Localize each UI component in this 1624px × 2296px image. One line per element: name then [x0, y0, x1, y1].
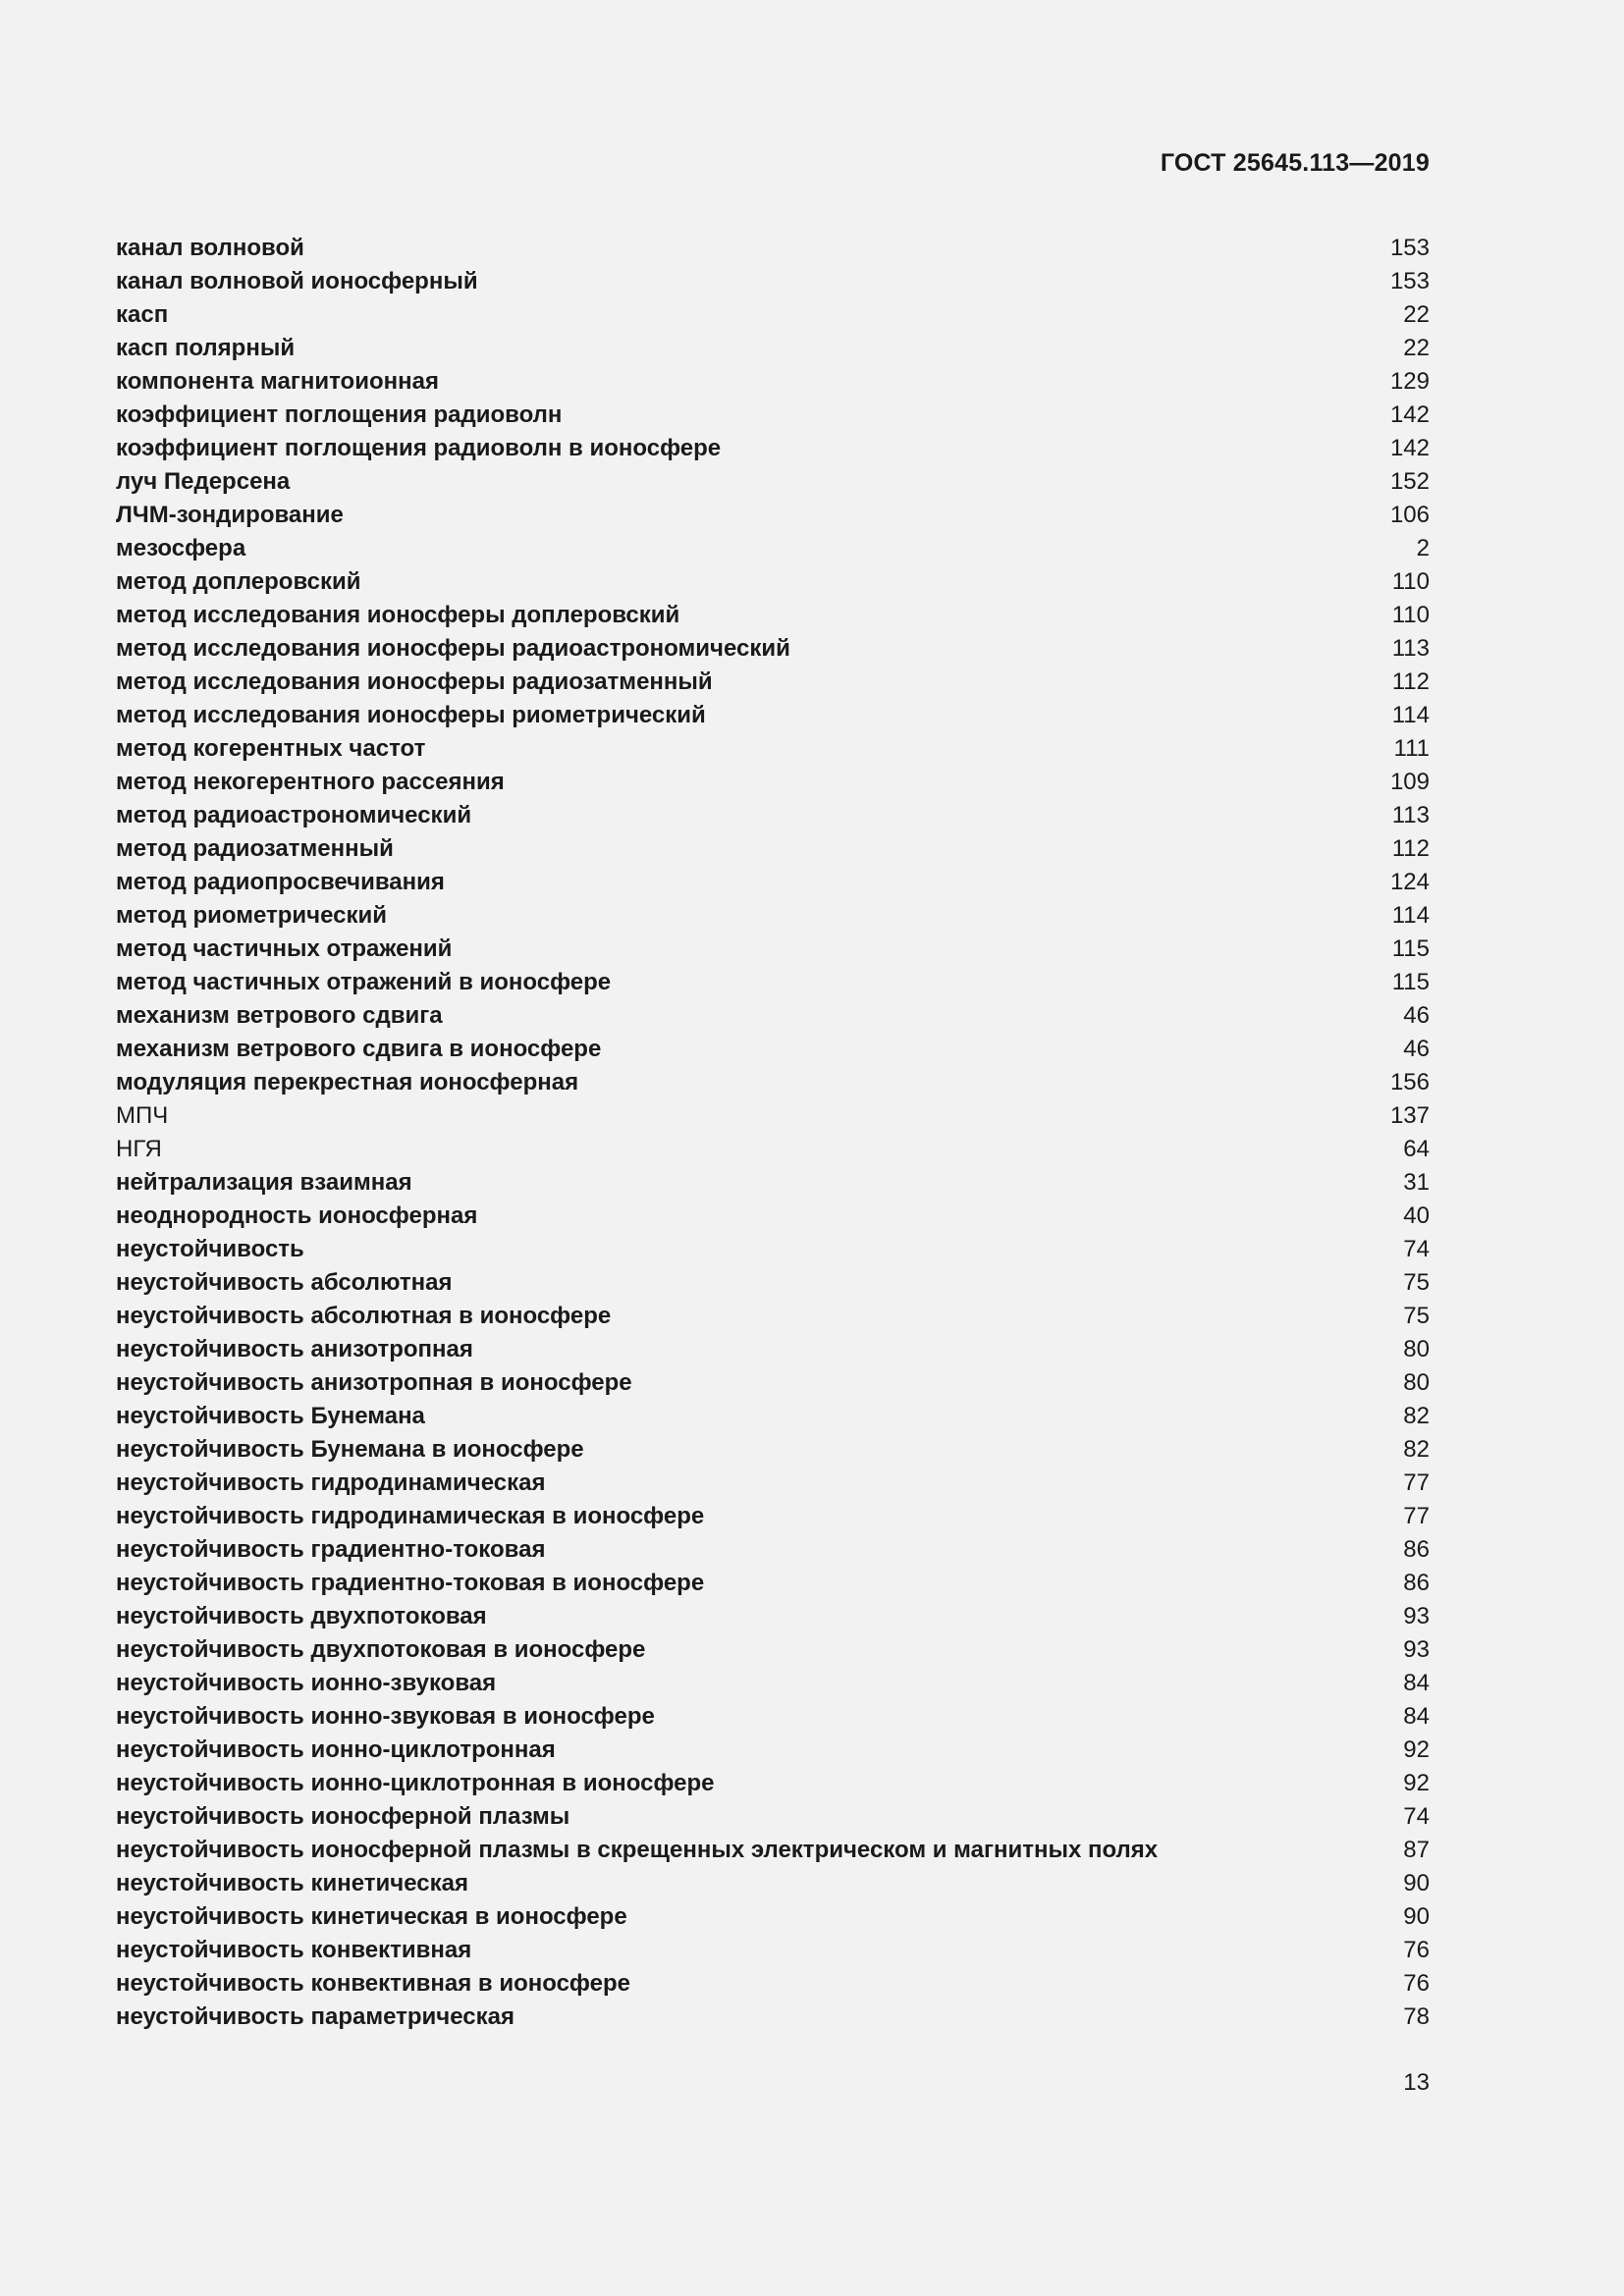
index-page-ref: 92	[1403, 1770, 1430, 1796]
index-term: метод радиоастрономический	[116, 802, 472, 828]
index-page-ref: 22	[1403, 301, 1430, 328]
index-term: неустойчивость ионно-звуковая в ионосфере	[116, 1703, 655, 1730]
index-entry	[116, 732, 1430, 766]
index-entry	[116, 1967, 1430, 2001]
document-header: ГОСТ 25645.113—2019	[1160, 149, 1430, 177]
index-entry	[116, 799, 1430, 832]
index-entry	[116, 265, 1430, 298]
index-entry	[116, 298, 1430, 332]
index-entry	[116, 1934, 1430, 1967]
index-term: МПЧ	[116, 1102, 169, 1129]
index-entry	[116, 1500, 1430, 1533]
index-entry	[116, 933, 1430, 966]
index-term: неустойчивость гидродинамическая в ионосфере	[116, 1503, 705, 1529]
index-entry	[116, 432, 1430, 465]
index-entry	[116, 232, 1430, 265]
index-page-ref: 82	[1403, 1436, 1430, 1463]
index-entry	[116, 1233, 1430, 1266]
index-page-ref: 129	[1389, 368, 1430, 395]
index-page-ref: 93	[1403, 1603, 1430, 1629]
index-page-ref: 77	[1403, 1469, 1430, 1496]
index-entry	[116, 1900, 1430, 1934]
index-entry	[116, 465, 1430, 499]
index-page-ref: 153	[1389, 268, 1430, 294]
index-entry	[116, 599, 1430, 632]
index-page-ref: 22	[1403, 335, 1430, 361]
index-page-ref: 84	[1403, 1703, 1430, 1730]
index-page-ref: 64	[1403, 1136, 1430, 1162]
index-page-ref: 84	[1403, 1670, 1430, 1696]
index-entry	[116, 1099, 1430, 1133]
index-page-ref: 110	[1391, 568, 1430, 595]
index-term: метод риометрический	[116, 902, 388, 929]
index-page-ref: 114	[1391, 902, 1430, 929]
index-entry	[116, 632, 1430, 666]
index-term: неустойчивость градиентно-токовая в ионосфере	[116, 1570, 705, 1596]
index-entry	[116, 666, 1430, 699]
subject-index-list	[116, 232, 1430, 2034]
index-page-ref: 113	[1391, 635, 1430, 662]
index-entry	[116, 1734, 1430, 1767]
index-page-ref: 86	[1403, 1570, 1430, 1596]
index-term: неустойчивость анизотропная	[116, 1336, 473, 1362]
index-entry	[116, 1667, 1430, 1700]
index-term: неустойчивость Бунемана	[116, 1403, 425, 1429]
index-term: метод исследования ионосферы доплеровский	[116, 602, 680, 628]
index-page-ref: 74	[1403, 1803, 1430, 1830]
index-entry	[116, 332, 1430, 365]
index-entry	[116, 1333, 1430, 1366]
index-page-ref: 156	[1389, 1069, 1430, 1095]
index-entry	[116, 866, 1430, 899]
index-entry	[116, 1700, 1430, 1734]
index-page-ref: 86	[1403, 1536, 1430, 1563]
index-page-ref: 109	[1389, 769, 1430, 795]
index-term: метод радиопросвечивания	[116, 869, 445, 895]
index-term: механизм ветрового сдвига в ионосфере	[116, 1036, 602, 1062]
index-term: коэффициент поглощения радиоволн	[116, 401, 563, 428]
index-page-ref: 142	[1389, 401, 1430, 428]
index-page-ref: 152	[1389, 468, 1430, 495]
index-page-ref: 90	[1403, 1870, 1430, 1896]
index-entry	[116, 1366, 1430, 1400]
index-page-ref: 124	[1389, 869, 1430, 895]
index-page-ref: 137	[1389, 1102, 1430, 1129]
index-term: неустойчивость анизотропная в ионосфере	[116, 1369, 632, 1396]
index-term: метод радиозатменный	[116, 835, 394, 862]
index-term: касп полярный	[116, 335, 296, 361]
index-entry	[116, 1533, 1430, 1567]
index-page-ref: 77	[1403, 1503, 1430, 1529]
index-entry	[116, 1033, 1430, 1066]
index-term: неоднородность ионосферная	[116, 1202, 478, 1229]
index-term: неустойчивость параметрическая	[116, 2003, 514, 2030]
index-term: неустойчивость кинетическая	[116, 1870, 468, 1896]
index-entry	[116, 1834, 1430, 1867]
index-page-ref: 110	[1391, 602, 1430, 628]
index-term: метод исследования ионосферы радиозатменный	[116, 668, 713, 695]
index-page-ref: 113	[1391, 802, 1430, 828]
index-term: неустойчивость конвективная в ионосфере	[116, 1970, 630, 1997]
index-entry	[116, 1567, 1430, 1600]
index-term: неустойчивость конвективная	[116, 1937, 472, 1963]
index-page-ref: 75	[1403, 1269, 1430, 1296]
index-term: нейтрализация взаимная	[116, 1169, 412, 1196]
index-page-ref: 115	[1391, 935, 1430, 962]
index-entry	[116, 1300, 1430, 1333]
index-term: метод исследования ионосферы радиоастрономический	[116, 635, 790, 662]
index-page-ref: 82	[1403, 1403, 1430, 1429]
index-page-ref: 80	[1403, 1336, 1430, 1362]
index-page-ref: 106	[1389, 502, 1430, 528]
index-entry	[116, 1200, 1430, 1233]
index-term: неустойчивость двухпотоковая в ионосфере	[116, 1636, 646, 1663]
index-term: луч Педерсена	[116, 468, 291, 495]
index-page-ref: 111	[1393, 735, 1430, 762]
page-number: 13	[1403, 2069, 1430, 2096]
index-entry	[116, 699, 1430, 732]
index-page-ref: 92	[1403, 1736, 1430, 1763]
index-term: неустойчивость двухпотоковая	[116, 1603, 487, 1629]
index-term: метод исследования ионосферы риометрический	[116, 702, 706, 728]
index-term: неустойчивость градиентно-токовая	[116, 1536, 546, 1563]
index-term: неустойчивость ионно-звуковая	[116, 1670, 497, 1696]
index-entry	[116, 499, 1430, 532]
index-entry	[116, 1467, 1430, 1500]
index-entry	[116, 1400, 1430, 1433]
index-entry	[116, 766, 1430, 799]
index-page-ref: 114	[1391, 702, 1430, 728]
index-term: неустойчивость ионно-циклотронная	[116, 1736, 556, 1763]
index-term: неустойчивость ионно-циклотронная в ионосфере	[116, 1770, 715, 1796]
index-term: метод некогерентного рассеяния	[116, 769, 505, 795]
index-entry	[116, 1433, 1430, 1467]
index-term: метод когерентных частот	[116, 735, 426, 762]
index-entry	[116, 1166, 1430, 1200]
index-term: неустойчивость Бунемана в ионосфере	[116, 1436, 584, 1463]
index-term: НГЯ	[116, 1136, 162, 1162]
index-page-ref: 112	[1391, 668, 1430, 695]
index-page-ref: 78	[1403, 2003, 1430, 2030]
index-entry	[116, 399, 1430, 432]
index-term: канал волновой	[116, 235, 304, 261]
index-entry	[116, 2001, 1430, 2034]
index-page-ref: 74	[1403, 1236, 1430, 1262]
index-entry	[116, 999, 1430, 1033]
index-term: неустойчивость	[116, 1236, 304, 1262]
index-entry	[116, 1600, 1430, 1633]
index-term: мезосфера	[116, 535, 246, 561]
index-page-ref: 40	[1403, 1202, 1430, 1229]
index-page-ref: 93	[1403, 1636, 1430, 1663]
index-term: метод частичных отражений в ионосфере	[116, 969, 612, 995]
index-term: компонента магнитоионная	[116, 368, 439, 395]
index-term: неустойчивость гидродинамическая	[116, 1469, 546, 1496]
index-page-ref: 76	[1403, 1970, 1430, 1997]
index-page-ref: 31	[1403, 1169, 1430, 1196]
index-entry	[116, 966, 1430, 999]
index-entry	[116, 1266, 1430, 1300]
index-page-ref: 75	[1403, 1303, 1430, 1329]
index-page-ref: 115	[1391, 969, 1430, 995]
index-entry	[116, 899, 1430, 933]
index-term: неустойчивость ионосферной плазмы	[116, 1803, 570, 1830]
index-term: модуляция перекрестная ионосферная	[116, 1069, 579, 1095]
index-entry	[116, 532, 1430, 565]
index-page-ref: 46	[1403, 1002, 1430, 1029]
index-page-ref: 112	[1391, 835, 1430, 862]
index-term: канал волновой ионосферный	[116, 268, 478, 294]
index-term: неустойчивость ионосферной плазмы в скрещенных электрическом и магнитных полях	[116, 1837, 1159, 1863]
index-term: коэффициент поглощения радиоволн в ионосфере	[116, 435, 722, 461]
index-entry	[116, 1767, 1430, 1800]
index-term: неустойчивость кинетическая в ионосфере	[116, 1903, 627, 1930]
index-term: неустойчивость абсолютная в ионосфере	[116, 1303, 612, 1329]
index-page-ref: 153	[1389, 235, 1430, 261]
index-term: метод частичных отражений	[116, 935, 453, 962]
index-term: касп	[116, 301, 169, 328]
index-page-ref: 46	[1403, 1036, 1430, 1062]
index-page-ref: 80	[1403, 1369, 1430, 1396]
index-entry	[116, 1800, 1430, 1834]
index-entry	[116, 1633, 1430, 1667]
index-page-ref: 76	[1403, 1937, 1430, 1963]
index-page-ref: 87	[1403, 1837, 1430, 1863]
index-page-ref: 90	[1403, 1903, 1430, 1930]
index-entry	[116, 1066, 1430, 1099]
index-entry	[116, 1133, 1430, 1166]
index-entry	[116, 565, 1430, 599]
index-term: неустойчивость абсолютная	[116, 1269, 453, 1296]
index-entry	[116, 832, 1430, 866]
index-term: метод доплеровский	[116, 568, 361, 595]
index-entry	[116, 365, 1430, 399]
index-entry	[116, 1867, 1430, 1900]
index-page-ref: 2	[1416, 535, 1430, 561]
index-term: механизм ветрового сдвига	[116, 1002, 443, 1029]
index-page-ref: 142	[1389, 435, 1430, 461]
index-term: ЛЧМ-зондирование	[116, 502, 344, 528]
